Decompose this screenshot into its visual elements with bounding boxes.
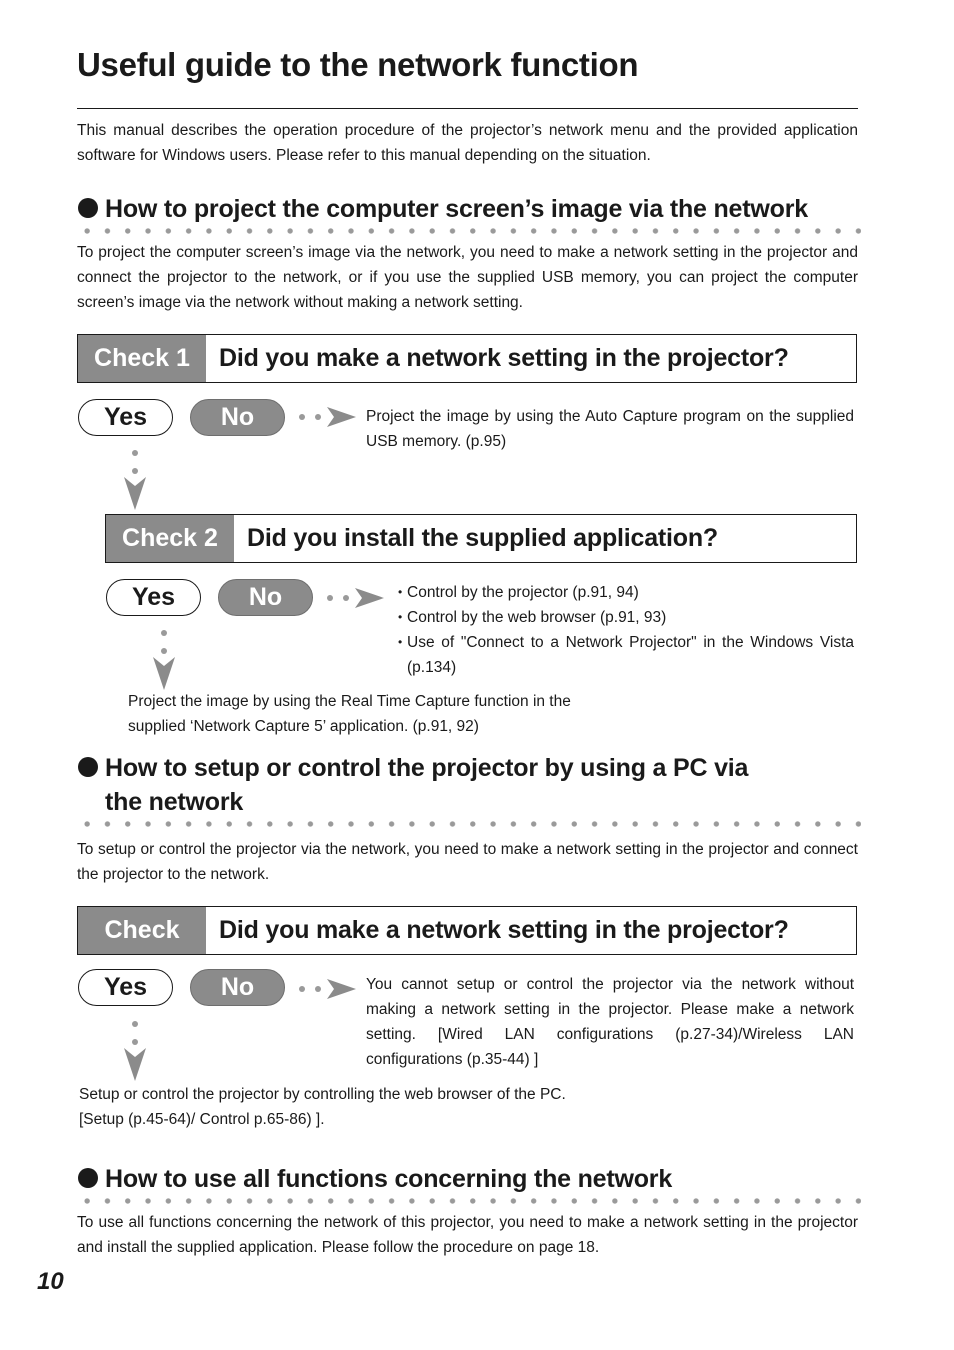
title-rule [77, 108, 858, 109]
page-title: Useful guide to the network function [77, 46, 639, 83]
bullet-icon [78, 757, 98, 777]
list-item: • Control by the web browser (p.91, 93) [398, 605, 854, 630]
check3-question: Did you make a network setting in the projector? [219, 916, 789, 944]
section3-body: To use all functions concerning the network of this projector, you need to make a network setting in the projector and install the supplied application. Please follow the procedure on page 18. [77, 1214, 858, 1256]
check1-no-pill: No [190, 399, 285, 436]
bullet-icon [78, 198, 98, 218]
section2-heading-line2: the network [105, 788, 244, 816]
check2-yes-pill: Yes [106, 579, 201, 616]
check1-question: Did you make a network setting in the projector? [219, 344, 789, 372]
check3-yes-text-line1: Setup or control the projector by controlling the web browser of the PC. [79, 1086, 566, 1103]
section2-heading-line1: How to setup or control the projector by using a PC via [105, 754, 749, 782]
dotted-divider [77, 228, 861, 234]
section2-body: To setup or control the projector via the network, you need to make a network setting in the projector and connect the projector to the network. [77, 841, 858, 883]
check1-no-text: Project the image by using the Auto Capture program on the supplied USB memory. (p.95) [366, 408, 854, 450]
right-arrow-icon [297, 976, 357, 1002]
section1-heading-text: How to project the computer screen’s image via the network [105, 195, 808, 223]
section3-heading-text: How to use all functions concerning the network [105, 1165, 673, 1193]
check3-no-text: You cannot setup or control the projector via the network without making a network setting in the projector. Please make a network setting. [Wired LAN configurations (p.27-34)/Wireless LAN configurations (p.35-44) ] [366, 976, 854, 1068]
intro-paragraph: This manual describes the operation procedure of the projector’s network menu and the provided application software for Windows users. Please refer to this manual depending on the situation. [77, 122, 858, 164]
check2-yes-text-line2: supplied ‘Network Capture 5’ application. (p.91, 92) [128, 718, 479, 735]
check3-tag: Check [78, 907, 206, 954]
right-arrow-icon [325, 585, 385, 611]
check1-yes-pill: Yes [78, 399, 173, 436]
right-arrow-icon [297, 404, 357, 430]
check2-tag: Check 2 [106, 515, 234, 562]
check2-box [105, 514, 857, 563]
check2-no-pill: No [218, 579, 313, 616]
check1-tag: Check 1 [78, 335, 206, 382]
check3-yes-pill: Yes [78, 969, 173, 1006]
check2-yes-text-line1: Project the image by using the Real Time Capture function in the [128, 693, 571, 710]
section1-body: To project the computer screen’s image via the network, you need to make a network setting in the projector and connect the projector to the network, or if you use the supplied USB memory, you can project the computer screen’s image via the network without making a network setting. [77, 244, 858, 311]
list-item: • Control by the projector (p.91, 94) [398, 580, 854, 605]
check3-yes-text-line2: [Setup (p.45-64)/ Control p.65-86) ]. [79, 1111, 325, 1128]
check1-box [77, 334, 857, 383]
down-arrow-icon [150, 624, 178, 694]
check2-yes-text [128, 689, 688, 739]
page-number: 10 [37, 1268, 64, 1295]
check3-box [77, 906, 857, 955]
down-arrow-icon [121, 1015, 149, 1085]
dotted-divider [77, 1198, 861, 1204]
section2-heading [78, 751, 878, 819]
check3-yes-text [79, 1082, 679, 1132]
bullet-icon [78, 1168, 98, 1188]
section3-heading [78, 1162, 878, 1196]
list-item: • Use of "Connect to a Network Projector" in the Windows Vista (p.134) [398, 630, 854, 680]
check2-question: Did you install the supplied application? [247, 524, 718, 552]
dotted-divider [77, 821, 861, 827]
check3-no-pill: No [190, 969, 285, 1006]
down-arrow-icon [121, 444, 149, 514]
section1-heading [78, 192, 878, 226]
check2-no-list [398, 580, 854, 680]
